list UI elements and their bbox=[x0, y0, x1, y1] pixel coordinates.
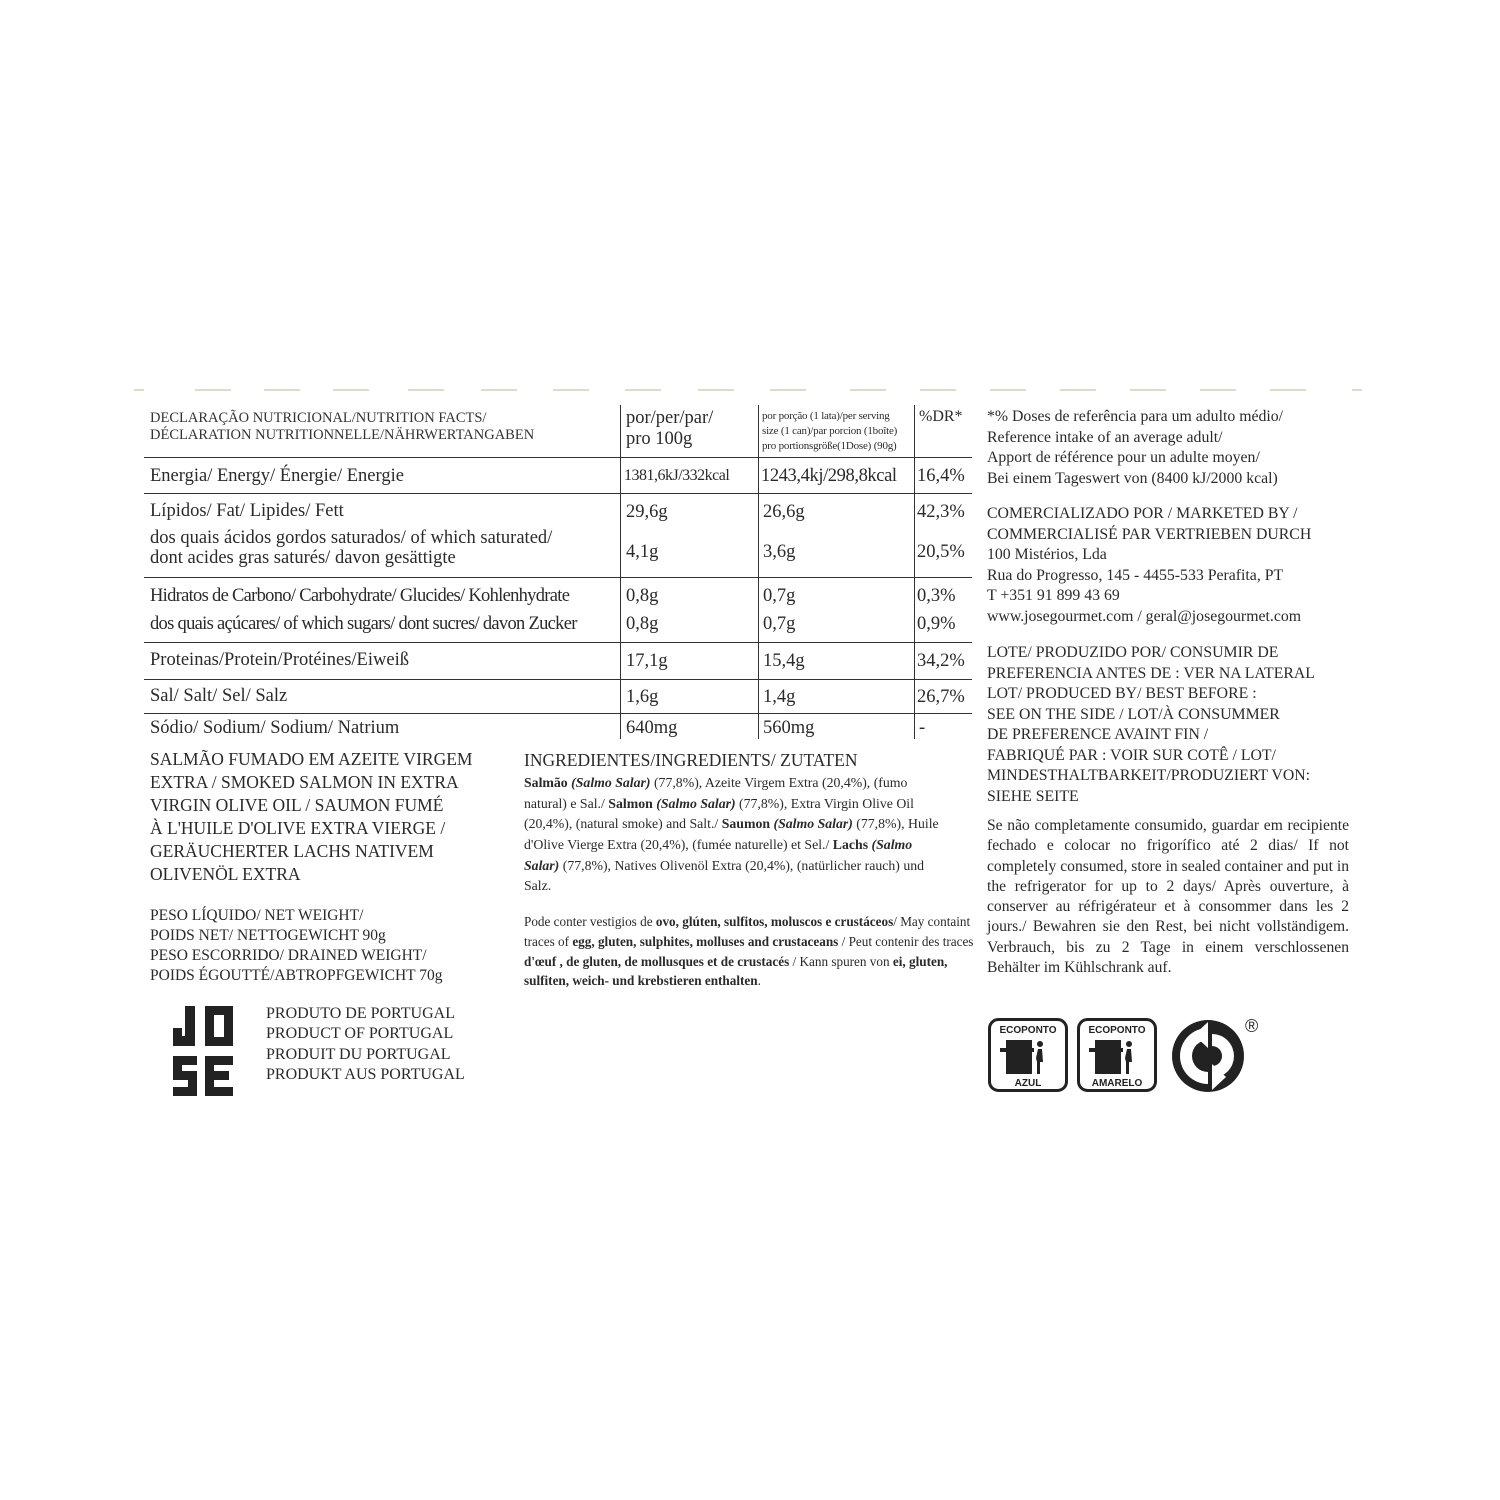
divider-dash bbox=[1270, 389, 1306, 391]
per-serving-header-line: size (1 can)/par porcion (1boîte) bbox=[762, 424, 898, 437]
allergen-traces bbox=[524, 912, 974, 991]
marketed-by-line: www.josegourmet.com / geral@josegourmet.com bbox=[987, 607, 1302, 625]
reference-intake-note bbox=[987, 407, 1283, 489]
lot-line: SEE ON THE SIDE / LOT/À CONSUMMER bbox=[987, 705, 1280, 723]
divider-dash bbox=[134, 389, 144, 391]
table-row-divider bbox=[144, 493, 972, 494]
origin-line: PRODUKT AUS PORTUGAL bbox=[266, 1066, 465, 1084]
sugars-dr: 0,9% bbox=[917, 614, 956, 634]
traces-text: May containt traces of bbox=[524, 914, 971, 949]
origin-line: PRODUTO DE PORTUGAL bbox=[266, 1005, 455, 1022]
sodium-dr: - bbox=[919, 718, 926, 738]
origin-line: PRODUCT OF PORTUGAL bbox=[266, 1025, 454, 1043]
nutrition-title-line: DÉCLARATION NUTRITIONNELLE/NÄHRWERTANGABEN bbox=[150, 426, 535, 443]
marketed-by-line: 100 Mistérios, Lda bbox=[987, 546, 1107, 564]
jose-logo bbox=[173, 1006, 235, 1096]
sodium-serving: 560mg bbox=[763, 718, 815, 738]
divider-dash bbox=[408, 389, 444, 391]
traces-allergens: egg, gluten, sulphites, molluses and crustaceans bbox=[572, 933, 839, 949]
table-column-divider bbox=[620, 405, 621, 739]
product-name-line: À L'HUILE D'OLIVE EXTRA VIERGE / bbox=[150, 818, 446, 839]
ingredient-rest: (77,8%), Natives Olivenöl Extra (20,4%), (natürlicher rauch) und Salz. bbox=[524, 857, 925, 894]
salt-serving: 1,4g bbox=[763, 687, 796, 707]
weight-line: PESO LÍQUIDO/ NET WEIGHT/ bbox=[150, 907, 364, 924]
divider-dash bbox=[195, 389, 231, 391]
fat-dr: 42,3% bbox=[917, 502, 965, 522]
table-column-divider bbox=[758, 405, 759, 739]
marketed-by bbox=[987, 504, 1311, 627]
weight-line: POIDS NET/ NETTOGEWICHT 90g bbox=[150, 927, 386, 945]
product-name-line: SALMÃO FUMADO EM AZEITE VIRGEM bbox=[150, 749, 473, 769]
traces-allergens: ovo, glúten, sulfitos, moluscos e crustáceos bbox=[655, 914, 894, 929]
saturated-dr: 20,5% bbox=[917, 542, 965, 562]
divider-dash bbox=[625, 389, 661, 391]
divider-dash bbox=[698, 389, 734, 391]
traces-text: Pode conter vestigios de bbox=[524, 914, 656, 929]
ingredients-text bbox=[524, 773, 950, 897]
per-100g-header-line: por/per/par/ bbox=[626, 408, 714, 428]
ingredient-rest: (77,8%), Extra Virgin Olive Oil (20,4%), (natural smoke) and Salt./ bbox=[524, 795, 914, 832]
weight-line: POIDS ÉGOUTTÉ/ABTROPFGEWICHT 70g bbox=[150, 967, 443, 985]
per-100g-header bbox=[626, 408, 713, 449]
protein-per100: 17,1g bbox=[626, 651, 668, 671]
saturated-serving: 3,6g bbox=[763, 542, 796, 562]
fat-serving: 26,6g bbox=[763, 502, 805, 522]
lot-line: MINDESTHALTBARKEIT/PRODUZIERT VON: bbox=[987, 767, 1311, 785]
sodium-per100: 640mg bbox=[626, 718, 678, 738]
traces-text: / bbox=[893, 914, 897, 929]
table-row-divider bbox=[144, 577, 972, 578]
traces-text: / Peut contenir des traces bbox=[838, 933, 974, 949]
ecoponto-color: AZUL bbox=[1014, 1078, 1042, 1089]
carbs-serving: 0,7g bbox=[763, 586, 796, 606]
carbs-label: Hidratos de Carbono/ Carbohydrate/ Glucides/ Kohlenhydrate bbox=[150, 586, 570, 606]
dr-header: %DR* bbox=[919, 408, 963, 425]
saturated-label-line: dont acides gras saturés/ davon gesättigte bbox=[150, 547, 456, 568]
ingredient-name: Lachs bbox=[832, 837, 869, 853]
ingredient-latin: (Salmo Salar) bbox=[524, 837, 913, 873]
product-name-line: OLIVENÖL EXTRA bbox=[150, 864, 301, 885]
lot-line: LOT/ PRODUCED BY/ BEST BEFORE : bbox=[987, 685, 1257, 703]
ingredient-name: Saumon bbox=[721, 816, 771, 832]
marketed-by-line: Rua do Progresso, 145 - 4455-533 Perafita, PT bbox=[987, 566, 1284, 584]
saturated-per100: 4,1g bbox=[626, 542, 659, 562]
divider-dash bbox=[1060, 389, 1096, 391]
ingredient-latin: (Salmo Salar) bbox=[773, 816, 853, 832]
weights bbox=[150, 906, 443, 987]
ecoponto-color: AMARELO bbox=[1091, 1078, 1143, 1089]
energy-per100: 1381,6kJ/332kcal bbox=[624, 467, 730, 484]
salt-label: Sal/ Salt/ Sel/ Salz bbox=[150, 686, 288, 706]
divider-dash bbox=[553, 389, 589, 391]
traces-text: . bbox=[757, 973, 761, 989]
sodium-label: Sódio/ Sodium/ Sodium/ Natrium bbox=[150, 718, 400, 738]
marketed-by-line: COMMERCIALISÉ PAR VERTRIEBEN DURCH bbox=[987, 525, 1312, 543]
ingredient-rest: (77,8%), Azeite Virgem Extra (20,4%), (fumo natural) e Sal./ bbox=[524, 775, 908, 811]
ingredient-name: Salmão bbox=[524, 775, 568, 790]
saturated-label-line: dos quais ácidos gordos saturados/ of which saturated/ bbox=[150, 528, 553, 548]
saturated-label bbox=[150, 529, 552, 569]
divider-dash bbox=[850, 389, 886, 391]
reference-intake-line: Reference intake of an average adult/ bbox=[987, 428, 1223, 446]
table-row-divider bbox=[144, 642, 972, 643]
per-serving-header-line: pro portionsgröße(1Dose) (90g) bbox=[762, 439, 897, 452]
ecoponto-amarelo-icon bbox=[1077, 1018, 1157, 1097]
table-row-divider bbox=[144, 713, 972, 714]
lot-line: SIEHE SEITE bbox=[987, 787, 1079, 805]
product-name bbox=[150, 748, 510, 887]
per-100g-header-line: pro 100g bbox=[626, 428, 693, 449]
ingredient-latin: (Salmo Salar) bbox=[571, 775, 651, 790]
energy-serving: 1243,4kj/298,8kcal bbox=[761, 466, 897, 486]
salt-per100: 1,6g bbox=[626, 687, 659, 707]
weight-line: PESO ESCORRIDO/ DRAINED WEIGHT/ bbox=[150, 947, 427, 965]
traces-allergens: ei, gluten, sulfiten, weich- und krebstieren enthalten bbox=[524, 953, 948, 989]
divider-dash bbox=[1130, 389, 1166, 391]
lot-line: DE PREFERENCE AVAINT FIN / bbox=[987, 726, 1209, 744]
sugars-label: dos quais açúcares/ of which sugars/ dont sucres/ davon Zucker bbox=[150, 614, 577, 634]
per-serving-header bbox=[762, 409, 897, 454]
traces-allergens: d'œuf , de gluten, de mollusques et de crustacés bbox=[524, 953, 790, 969]
divider-dash bbox=[481, 389, 517, 391]
marketed-by-line: T +351 91 899 43 69 bbox=[987, 587, 1120, 605]
ecoponto-label: ECOPONTO bbox=[999, 1025, 1057, 1036]
carbs-dr: 0,3% bbox=[917, 586, 956, 606]
divider-dash bbox=[770, 389, 806, 391]
product-name-line: GERÄUCHERTER LACHS NATIVEM bbox=[150, 841, 434, 862]
divider-dash bbox=[990, 389, 1026, 391]
lot-line: LOTE/ PRODUZIDO POR/ CONSUMIR DE bbox=[987, 644, 1279, 661]
divider-dash bbox=[920, 389, 956, 391]
carbs-per100: 0,8g bbox=[626, 586, 659, 606]
per-serving-header-line: por porção (1 lata)/per serving bbox=[762, 410, 890, 422]
origin bbox=[266, 1004, 465, 1086]
traces-text: / Kann spuren von bbox=[789, 953, 893, 969]
nutrition-title-line: DECLARAÇÃO NUTRICIONAL/NUTRITION FACTS/ bbox=[150, 410, 487, 426]
sugars-serving: 0,7g bbox=[763, 614, 796, 634]
table-row-divider bbox=[144, 679, 972, 680]
protein-serving: 15,4g bbox=[763, 651, 805, 671]
divider-dash bbox=[264, 389, 300, 391]
protein-dr: 34,2% bbox=[917, 651, 965, 671]
lot-line: PREFERENCIA ANTES DE : VER NA LATERAL bbox=[987, 664, 1315, 682]
ingredients-title: INGREDIENTES/INGREDIENTS/ ZUTATEN bbox=[524, 750, 858, 770]
ecoponto-azul-icon bbox=[988, 1018, 1068, 1097]
sugars-per100: 0,8g bbox=[626, 614, 659, 634]
salt-dr: 26,7% bbox=[917, 687, 965, 707]
marketed-by-line: COMERCIALIZADO POR / MARKETED BY / bbox=[987, 505, 1298, 522]
reference-intake-line: *% Doses de referência para um adulto médio/ bbox=[987, 408, 1284, 425]
protein-label: Proteinas/Protein/Protéines/Eiweiß bbox=[150, 650, 409, 670]
ecoponto-label: ECOPONTO bbox=[1088, 1025, 1146, 1036]
ingredient-rest: (77,8%), Huile d'Olive Vierge Extra (20,4%), (fumée naturelle) et Sel./ bbox=[524, 816, 939, 853]
reference-intake-line: Bei einem Tageswert von (8400 kJ/2000 kcal) bbox=[987, 469, 1278, 487]
divider-dash bbox=[333, 389, 369, 391]
table-column-divider bbox=[914, 405, 915, 739]
lot-line: FABRIQUÉ PAR : VOIR SUR COTÊ / LOT/ bbox=[987, 746, 1276, 764]
table-row-divider bbox=[144, 457, 972, 458]
nutrition-title bbox=[150, 410, 534, 443]
registered-mark: ® bbox=[1245, 1016, 1259, 1036]
origin-line: PRODUIT DU PORTUGAL bbox=[266, 1045, 451, 1063]
energy-label: Energia/ Energy/ Énergie/ Energie bbox=[150, 466, 404, 486]
divider-dash bbox=[1352, 389, 1362, 391]
reference-intake-line: Apport de référence pour un adulte moyen/ bbox=[987, 449, 1260, 467]
ingredient-latin: (Salmo Salar) bbox=[656, 795, 736, 811]
energy-dr: 16,4% bbox=[917, 466, 965, 486]
ingredient-name: Salmon bbox=[608, 795, 653, 811]
storage-instructions: Se não completamente consumido, guardar em recipiente fechado e colocar no frigorífico até 2 dias/ If not completely consumed, store in sealed container and put in the refrigerator for up to 2 days/ Après ouverture, à conserver au réfrigérateur et à consommer dans les 2 jours./ Bewahren sie den Rest, bei nicht vollständigem. Verbrauch, bis zu 2 Tage in einem verschlossenen Behälter im Kühlschrank auf. bbox=[987, 817, 1349, 976]
product-name-line: VIRGIN OLIVE OIL / SAUMON FUMÉ bbox=[150, 795, 444, 816]
fat-label: Lípidos/ Fat/ Lipides/ Fett bbox=[150, 501, 344, 521]
divider-dash bbox=[1200, 389, 1236, 391]
fat-per100: 29,6g bbox=[626, 502, 668, 522]
lot-info bbox=[987, 643, 1315, 807]
product-name-line: EXTRA / SMOKED SALMON IN EXTRA bbox=[150, 772, 459, 793]
